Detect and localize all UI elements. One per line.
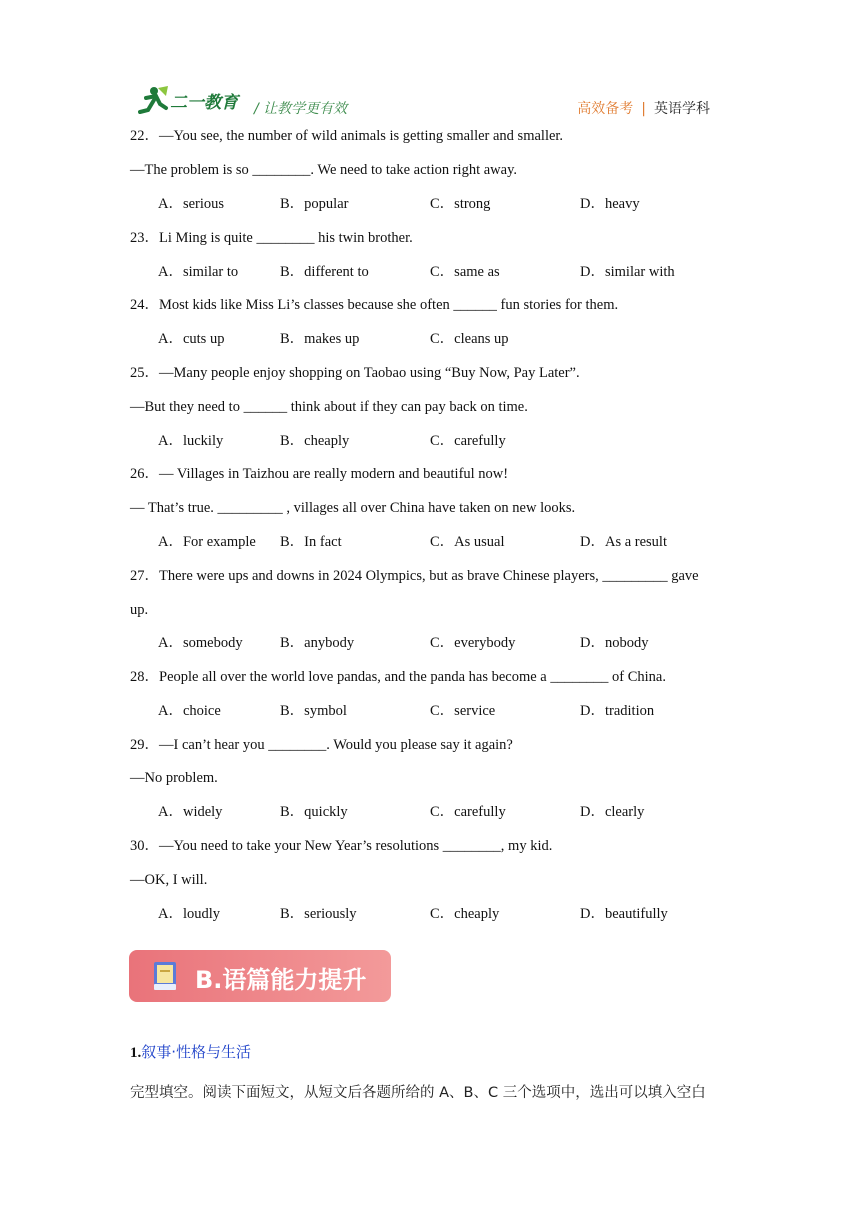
page-header xyxy=(0,0,860,124)
question-23-stem: 23．Li Ming is quite ________ his twin brother. xyxy=(130,230,413,246)
question-29-stem: 29．—I can’t hear you ________. Would you please say it again? xyxy=(130,737,513,753)
question-27-stem: 27．There were ups and downs in 2024 Olympics, but as brave Chinese players, _________ gave xyxy=(130,568,699,584)
section-number: 1. xyxy=(130,1045,142,1061)
question-30-option-d: D．beautifully xyxy=(580,906,668,922)
banner-label: B.语篇能力提升 xyxy=(195,966,367,994)
question-26-stem: 26．— Villages in Taizhou are really modern and beautiful now! xyxy=(130,466,509,482)
question-28-option-c: C．service xyxy=(430,703,496,719)
question-22-response: —The problem is so ________. We need to take action right away. xyxy=(130,162,518,178)
question-27-option-b: B．anybody xyxy=(280,635,355,651)
question-29-option-a: A．widely xyxy=(158,804,223,820)
subject-label: 英语学科 xyxy=(654,101,710,117)
runner-logo-icon xyxy=(136,86,170,116)
question-26-response: — That’s true. _________ , villages all over China have taken on new looks. xyxy=(130,500,576,516)
question-23-option-a: A．similar to xyxy=(158,264,239,280)
header-slogan: / 让教学更有效 xyxy=(254,101,348,117)
question-29-option-d: D．clearly xyxy=(580,804,645,820)
question-25-option-a: A．luckily xyxy=(158,433,224,449)
logo xyxy=(136,86,244,118)
question-25-response: —But they need to ______ think about if they can pay back on time. xyxy=(130,399,528,415)
book-icon xyxy=(151,960,179,992)
question-24-option-c: C．cleans up xyxy=(430,331,509,347)
instructions-text: 完型填空。阅读下面短文，从短文后各题所给的 A、B、C 三个选项中，选出可以填入空白 xyxy=(130,1085,706,1101)
question-28-option-b: B．symbol xyxy=(280,703,347,719)
question-30-stem: 30．—You need to take your New Year’s resolutions ________, my kid. xyxy=(130,838,553,854)
question-27-stem-continued: up. xyxy=(130,602,149,618)
section-heading xyxy=(130,1041,251,1062)
section-title: 叙事·性格与生活 xyxy=(141,1043,252,1061)
question-30-option-c: C．cheaply xyxy=(430,906,500,922)
question-22-option-a: A．serious xyxy=(158,196,225,212)
question-27-option-c: C．everybody xyxy=(430,635,516,651)
question-29-option-b: B．quickly xyxy=(280,804,348,820)
question-26-option-b: B．In fact xyxy=(280,534,342,550)
question-30-option-b: B．seriously xyxy=(280,906,357,922)
question-23-option-b: B．different to xyxy=(280,264,369,280)
question-22-option-d: D．heavy xyxy=(580,196,640,212)
question-23-option-d: D．similar with xyxy=(580,264,675,280)
exam-label: 高效备考 xyxy=(577,101,634,117)
question-24-option-a: A．cuts up xyxy=(158,331,225,347)
question-29-option-c: C．carefully xyxy=(430,804,506,820)
header-right xyxy=(577,98,710,118)
question-27-option-a: A．somebody xyxy=(158,635,243,651)
question-22-option-b: B．popular xyxy=(280,196,349,212)
question-23-option-c: C．same as xyxy=(430,264,500,280)
question-22-option-c: C．strong xyxy=(430,196,491,212)
question-26-option-d: D．As a result xyxy=(580,534,667,550)
question-30-option-a: A．loudly xyxy=(158,906,221,922)
question-28-option-d: D．tradition xyxy=(580,703,655,719)
section-banner xyxy=(129,950,391,1002)
question-24-stem: 24．Most kids like Miss Li’s classes because she often ______ fun stories for them. xyxy=(130,297,619,313)
logo-text: 二一教育 xyxy=(170,93,238,113)
question-28-option-a: A．choice xyxy=(158,703,221,719)
question-26-option-c: C．As usual xyxy=(430,534,505,550)
question-28-stem: 28．People all over the world love pandas, and the panda has become a ________ of China. xyxy=(130,669,666,685)
question-26-option-a: A．For example xyxy=(158,534,256,550)
question-27-option-d: D．nobody xyxy=(580,635,649,651)
question-25-stem: 25．—Many people enjoy shopping on Taobao using “Buy Now, Pay Later”. xyxy=(130,365,580,381)
question-25-option-b: B．cheaply xyxy=(280,433,350,449)
question-24-option-b: B．makes up xyxy=(280,331,360,347)
question-29-response: —No problem. xyxy=(130,770,218,786)
question-22-stem: 22．—You see, the number of wild animals is getting smaller and smaller. xyxy=(130,128,564,144)
question-25-option-c: C．carefully xyxy=(430,433,506,449)
header-separator: | xyxy=(641,101,646,117)
question-30-response: —OK, I will. xyxy=(130,872,208,888)
